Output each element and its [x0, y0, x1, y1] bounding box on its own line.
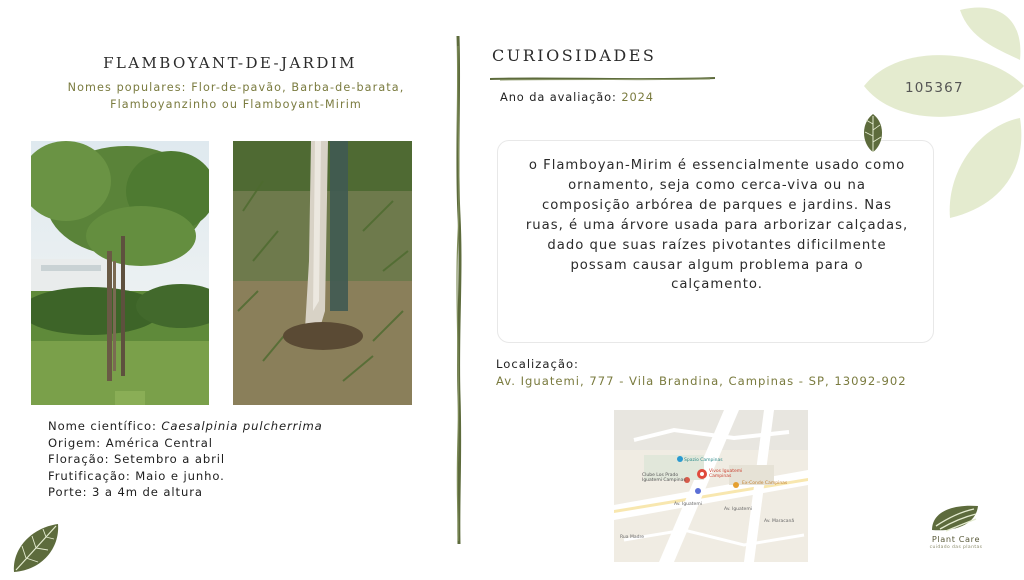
leaf-icon: [858, 112, 888, 154]
map-label: Clube Los Prado: [642, 473, 679, 478]
map-label: Iguatemi Campinas: [642, 478, 686, 483]
popular-names: [40, 80, 432, 113]
branch-divider: [452, 36, 466, 544]
leaf-icon: [8, 520, 64, 576]
fact-scientific-value: Caesalpinia pulcherrima: [161, 419, 323, 433]
map-label: Campinas: [709, 474, 732, 479]
fact-size: Porte: 3 a 4m de altura: [48, 485, 203, 500]
evaluation-year: [500, 90, 654, 104]
curiosity-line: dado que suas raízes pivotantes dificilmente: [547, 237, 887, 253]
brand-name: Plant Care: [931, 534, 981, 544]
curiosity-line: calçamento.: [671, 277, 763, 293]
curiosity-line: composição arbórea de parques e jardins. Nas: [541, 197, 893, 213]
plant-title: FLAMBOYANT-DE-JARDIM: [103, 54, 357, 72]
map-label: Av. Iguatemi: [674, 502, 702, 507]
location-label: Localização:: [496, 357, 579, 371]
brand-tagline: cuidado das plantas: [929, 545, 983, 550]
heading-underline: [490, 68, 715, 76]
curiosity-line: o Flamboyan-Mirim é essencialmente usado como: [528, 158, 906, 173]
fact-scientific-label: Nome científico:: [48, 419, 162, 433]
fact-fruiting: Frutificação: Maio e junho.: [48, 468, 225, 483]
location-address[interactable]: Av. Iguatemi, 777 - Vila Brandina, Campinas - SP, 13092-902: [496, 374, 907, 388]
plant-facts: [48, 418, 323, 501]
curiosity-line: possam causar algum problema para o: [570, 257, 864, 273]
popular-names-line-1: Nomes populares: Flor-de-pavão, Barba-de-barata,: [67, 81, 405, 94]
fact-flowering: Floração: Setembro a abril: [48, 452, 225, 467]
curiosity-line: ornamento, seja como cerca-viva ou na: [568, 177, 866, 193]
plant-code: 105367: [905, 80, 964, 96]
curiosity-line: ruas, é uma árvore usada para arborizar calçadas,: [525, 217, 909, 233]
plant-photo-trunk: [233, 141, 412, 405]
map-label: Ex-Conde Campinas: [742, 481, 788, 486]
map-label: Rua Madre: [620, 535, 644, 540]
fact-scientific-name: [48, 418, 323, 435]
curiosities-heading: CURIOSIDADES: [492, 46, 657, 65]
year-value: 2024: [621, 90, 654, 104]
map-label: Spazio Campinas: [684, 458, 723, 463]
map-label: Av. Maracanã: [764, 519, 795, 524]
year-label: Ano da avaliação:: [500, 90, 622, 104]
location-map[interactable]: [614, 410, 808, 562]
map-label: Av. Iguatemi: [724, 507, 752, 512]
fact-origin: Origem: América Central: [48, 435, 213, 450]
plant-photo-garden: [31, 141, 209, 405]
popular-names-line-2: Flamboyanzinho ou Flamboyant-Mirim: [110, 97, 362, 111]
map-label: Vivos Iguatemi: [709, 469, 743, 474]
